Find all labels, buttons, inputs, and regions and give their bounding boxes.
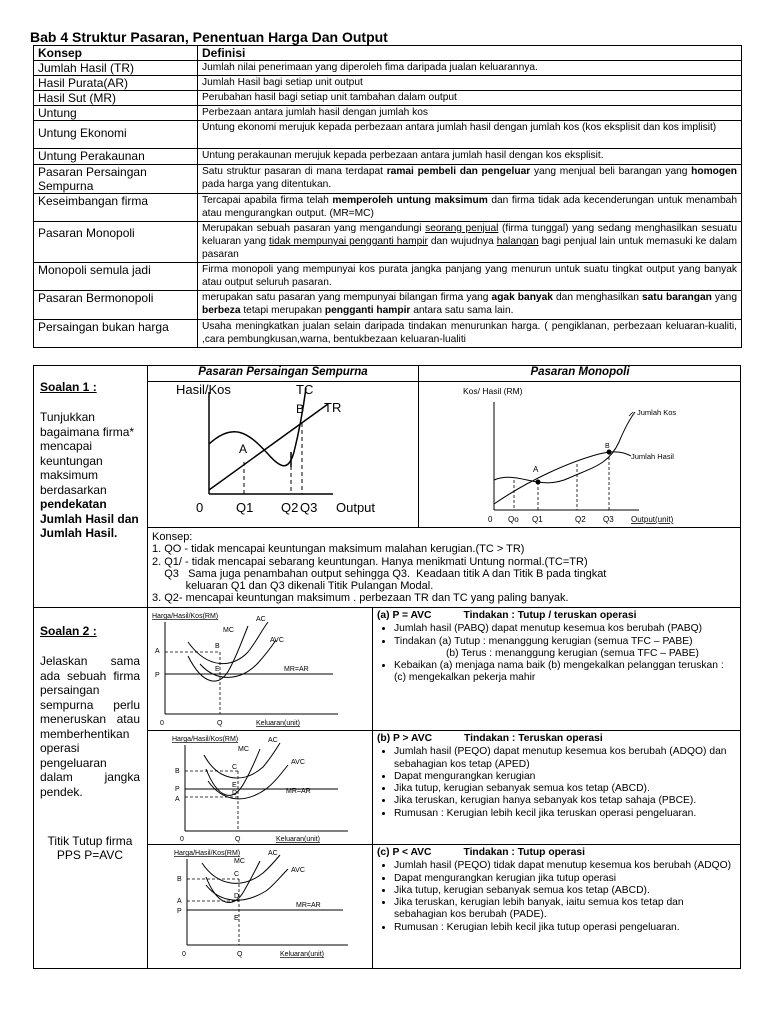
- graph2-point-b: B: [605, 443, 610, 450]
- section-c: [377, 847, 737, 934]
- table-row: [34, 121, 742, 149]
- graph-c-xlabel: Keluaran(unit): [280, 951, 324, 958]
- graph2-point-a: A: [533, 465, 539, 474]
- graph-b-label-d: D: [232, 790, 238, 797]
- graph-a-avc: AVC: [270, 637, 284, 644]
- graph-b-ac: AC: [268, 737, 278, 744]
- text-run: (firma tunggal) yang sedang menghasilkan sesuatu keluaran yang: [202, 223, 737, 247]
- list-item: • Jika tutup, kerugian sebanyak semua kos tetap (ABCD).: [394, 783, 737, 795]
- soalan2-divider-mid: [372, 607, 373, 969]
- graph-c-ylabel: Harga/Hasil/Kos(RM): [174, 850, 241, 857]
- konsep-line: Q3 Sama juga penambahan output sehingga Q3. Keadaan titik A dan Titik B pada tingkat: [152, 567, 607, 580]
- text-run: bagi penjual lain untuk memasuki ke dalam pasaran: [202, 236, 737, 260]
- graph-c-origin: 0: [182, 951, 186, 958]
- section-b-heading: [377, 733, 737, 745]
- definisi-cell: Usaha meningkatkan jualan selain daripada tindakan menurunkan harga. ( pengiklanan, perbezaan keluaran-kualiti, ,cara pembungkusan,warna, bentukbezaan keluaran-lualiti: [198, 320, 742, 348]
- graph2-ylabel: Kos/ Hasil (RM): [463, 386, 523, 396]
- tr-line: [209, 404, 328, 490]
- konsep-cell: Pasaran Monopoli: [34, 222, 198, 263]
- graph-a-label-a: A: [155, 648, 160, 655]
- graph2-tick-q1: Q1: [532, 515, 543, 524]
- graph-a-ylabel: Harga/Hasil/Kos(RM): [152, 613, 219, 620]
- table-row: [34, 91, 742, 106]
- graph-b-label-c: C: [232, 764, 238, 771]
- section-c-heading: [377, 847, 737, 859]
- bold-term: memperoleh untung maksimum: [332, 195, 488, 206]
- section-b-action: Tindakan : Teruskan operasi: [464, 733, 603, 744]
- text-run: Merupakan sebuah pasaran yang mengandungi: [202, 223, 426, 234]
- underlined-term: seorang penjual: [425, 223, 499, 234]
- header-konsep: Konsep: [34, 46, 198, 61]
- definisi-cell: Untung perakaunan merujuk kepada perbezaan antara jumlah hasil dengan kos eksplisit.: [198, 149, 742, 165]
- graph1-ylabel: Hasil/Kos: [176, 382, 231, 397]
- graph-a-q: Q: [217, 720, 223, 727]
- graph-b-avc: AVC: [291, 759, 305, 766]
- konsep-cell: Untung Perakaunan: [34, 149, 198, 165]
- table-row: [34, 320, 742, 348]
- graph-p-equals-avc: [148, 608, 372, 730]
- graph2-tick-q2: Q2: [575, 515, 586, 524]
- table-row: [34, 61, 742, 76]
- col1-header: Pasaran Persaingan Sempurna: [198, 366, 368, 378]
- table-row: [34, 165, 742, 194]
- list-item: • Kebaikan (a) menjaga nama baik (b) mengekalkan pelanggan teruskan : (c) mengekalkan pekerja mahir: [394, 660, 737, 685]
- definisi-cell: [198, 291, 742, 320]
- text-run: dan firma tidak ada kecenderungan untuk menambah atau mengurangkan output. (MR=MC): [202, 195, 737, 219]
- text-run: dan wujudnya: [427, 236, 497, 247]
- graph2-tc-label: Jumlah Kos: [637, 408, 677, 417]
- soalan2-heading: Soalan 2 :: [40, 624, 97, 638]
- graph-b-origin: 0: [180, 836, 184, 843]
- section-a: [377, 610, 737, 685]
- text-run: tetapi merupakan: [240, 305, 325, 316]
- section-b-list: [377, 746, 737, 820]
- list-item: • Rumusan : Kerugian lebih kecil jika tutup operasi pengeluaran.: [394, 922, 737, 934]
- konsep-line: 3. Q2- mencapai keuntungan maksimum . perbezaan TR dan TC yang paling banyak.: [152, 592, 569, 605]
- list-item: • Dapat mengurangkan kerugian: [394, 771, 737, 783]
- mc-curve: [206, 861, 260, 903]
- underlined-term: tidak mempunyai pengganti hampir: [269, 236, 428, 247]
- list-item: • Dapat mengurangkan kerugian jika tutup operasi: [394, 873, 737, 885]
- graph-a-label-b: B: [215, 643, 220, 650]
- text-run: Satu struktur pasaran di mana terdapat: [202, 166, 387, 177]
- graph1-origin: 0: [196, 500, 204, 515]
- table-row: [34, 194, 742, 222]
- graph-a-mc: MC: [223, 627, 234, 634]
- graph-c-label-c: C: [234, 871, 240, 878]
- graph-b-q: Q: [235, 836, 241, 843]
- graph-b-label-b: B: [175, 768, 180, 775]
- definisi-cell: Jumlah Hasil bagi setiap unit output: [198, 76, 742, 91]
- table-row: [34, 263, 742, 291]
- section-c-list: [377, 860, 737, 934]
- graph-a-ac: AC: [256, 616, 266, 623]
- graph1-xlabel: Output: [336, 500, 376, 515]
- bold-term: homogen: [691, 166, 738, 177]
- konsep-cell: Monopoli semula jadi: [34, 263, 198, 291]
- definisi-cell: Untung ekonomi merujuk kepada perbezaan antara jumlah hasil dengan jumlah kos (kos eksplisit dan kos implisit): [198, 121, 742, 149]
- soalan1-body-bold: pendekatan Jumlah Hasil dan Jumlah Hasil.: [40, 497, 139, 540]
- text-run: antara satu sama lain.: [410, 305, 514, 316]
- text-run: dan menghasilkan: [552, 292, 642, 303]
- titik-tutup: Titik Tutup firma PPS P=AVC: [47, 834, 133, 862]
- graph-c-mc: MC: [234, 858, 245, 865]
- definisi-cell: Perubahan hasil bagi setiap unit tambahan dalam output: [198, 91, 742, 106]
- graph-c-label-p: P: [177, 908, 182, 915]
- section-c-action: Tindakan : Tutup operasi: [463, 847, 585, 858]
- konsep-cell: Hasil Sut (MR): [34, 91, 198, 106]
- list-item: • Jumlah hasil (PABQ) dapat menutup kesemua kos berubah (PABQ): [394, 623, 737, 635]
- soalan1-body: [40, 410, 140, 541]
- konsep-cell: Pasaran Persaingan Sempurna: [34, 165, 198, 194]
- graph2-tr-label: Jumlah Hasil: [631, 452, 674, 461]
- graph-monopoli-tr-tc: [419, 382, 741, 526]
- definisi-cell: [198, 165, 742, 194]
- table-row: [34, 106, 742, 121]
- text-run: yang menjual beli barangan yang: [530, 166, 692, 177]
- graph2-origin: 0: [488, 515, 493, 524]
- graph-c-ac: AC: [268, 850, 278, 857]
- section-a-list: [377, 623, 737, 684]
- bold-term: pengganti hampir: [324, 305, 411, 316]
- konsep-cell: Untung Ekonomi: [34, 121, 198, 149]
- list-item-continuation: (b) Terus : menanggung kerugian (semua TFC – PABE): [446, 647, 699, 659]
- bold-term: ramai pembeli dan pengeluar: [386, 166, 531, 177]
- text-run: yang: [711, 292, 737, 303]
- bold-term: agak banyak: [491, 292, 553, 303]
- section-b: [377, 733, 737, 820]
- graph-pps-tr-tc: [148, 382, 418, 526]
- graph1-tick-q1: Q1: [236, 500, 254, 515]
- definisi-cell: Firma monopoli yang mempunyai kos purata jangka panjang yang menurun untuk suatu tingkat output yang banyak atau output seluruh pasaran.: [198, 263, 742, 291]
- list-item: • Rumusan : Kerugian lebih kecil jika teruskan operasi pengeluaran.: [394, 808, 737, 820]
- table-row: [34, 222, 742, 263]
- graph-c-label-a: A: [177, 898, 182, 905]
- konsep-cell: Keseimbangan firma: [34, 194, 198, 222]
- graph-b-label-e: E: [232, 782, 237, 789]
- graph-b-mc: MC: [238, 746, 249, 753]
- graph-b-ylabel: Harga/Hasil/Kos(RM): [172, 736, 239, 743]
- underlined-term: halangan: [496, 236, 539, 247]
- graph-a-origin: 0: [160, 720, 164, 727]
- konsep-block: [152, 531, 737, 605]
- graph-p-less-avc: [148, 845, 372, 968]
- konsep-cell: Pasaran Bermonopoli: [34, 291, 198, 320]
- graph-c-mr: MR=AR: [296, 902, 321, 909]
- graph1-tr-label: TR: [324, 400, 342, 415]
- soalan1-heading: Soalan 1 :: [40, 380, 97, 394]
- graph-b-label-a: A: [175, 796, 180, 803]
- graph1-tick-q2: Q2: [281, 500, 299, 515]
- header-definisi: Definisi: [198, 46, 742, 61]
- graph-p-greater-avc: [148, 731, 372, 844]
- graph-c-label-b: B: [177, 876, 182, 883]
- graph-c-q: Q: [237, 951, 243, 958]
- list-item: • Jika teruskan, kerugian lebih banyak, iaitu semua kos tetap dan sebahagian kos berubah (PADE).: [394, 897, 737, 922]
- graph1-point-b: B: [296, 402, 305, 416]
- graph-c-avc: AVC: [291, 867, 305, 874]
- graph2-tick-qo: Qo: [508, 515, 519, 524]
- avc-curve: [206, 869, 288, 900]
- section-c-condition: (c) P < AVC: [377, 847, 432, 858]
- list-item: • Jika tutup, kerugian sebanyak semua kos tetap (ABCD).: [394, 885, 737, 897]
- definisi-cell: Jumlah nilai penerimaan yang diperoleh fima daripada jualan keluarannya.: [198, 61, 742, 76]
- list-item: • Jumlah hasil (PEQO) tidak dapat menutup kesemua kos berubah (ADQO): [394, 860, 737, 872]
- definisi-cell: [198, 194, 742, 222]
- table-row: [34, 291, 742, 320]
- section-a-condition: (a) P = AVC: [377, 610, 432, 621]
- section-a-action: Tindakan : Tutup / teruskan operasi: [463, 610, 637, 621]
- soalan2-body: Jelaskan sama ada sebuah firma persaingan sempurna perlu meneruskan atau memberhentikan operasi pengeluaran dalam jangka pendek.: [40, 654, 140, 799]
- konsep-cell: Persaingan bukan harga: [34, 320, 198, 348]
- text-run: Tercapai apabila firma telah: [202, 195, 333, 206]
- konsep-line: 1. QO - tidak mencapai keuntungan maksimum malahan kerugian.(TC > TR): [152, 543, 525, 556]
- graph-a-label-e: E: [215, 666, 220, 673]
- section-b-condition: (b) P > AVC: [377, 733, 433, 744]
- graph-c-label-d: D: [234, 893, 240, 900]
- table-row: [34, 76, 742, 91]
- graph-a-label-p: P: [155, 672, 160, 679]
- avc-curve: [208, 765, 288, 799]
- graph2-xlabel: Output(unit): [631, 515, 674, 524]
- col2-header: Pasaran Monopoli: [530, 366, 630, 378]
- graph-c-label-e: E: [234, 915, 239, 922]
- graph-b-label-p: P: [175, 786, 180, 793]
- graph1-tc-label: TC: [296, 382, 314, 397]
- graph-b-mr: MR=AR: [286, 788, 311, 795]
- section-a-heading: [377, 610, 737, 622]
- bold-term: berbeza: [202, 305, 241, 316]
- concept-table: [33, 45, 742, 348]
- table-header-row: [34, 46, 742, 61]
- list-item: • Jumlah hasil (PEQO) dapat menutup kesemua kos berubah (ADQO) dan sebahagian kos tetap (APED): [394, 746, 737, 771]
- avc-curve: [200, 640, 276, 677]
- table-row: [34, 149, 742, 165]
- graph1-tick-q3: Q3: [300, 500, 318, 515]
- graph-a-xlabel: Keluaran(unit): [256, 720, 300, 727]
- graph2-tick-q3: Q3: [603, 515, 614, 524]
- graph-a-mr: MR=AR: [284, 666, 309, 673]
- list-item: • Jika teruskan, kerugian hanya sebanyak kos tetap sahaja (PBCE).: [394, 795, 737, 807]
- definisi-cell: Perbezaan antara jumlah hasil dengan jumlah kos: [198, 106, 742, 121]
- text-run: pada harga yang ditentukan.: [202, 179, 332, 190]
- tc-curve: [494, 412, 635, 483]
- page-title: Bab 4 Struktur Pasaran, Penentuan Harga Dan Output: [30, 29, 388, 45]
- konsep-title: Konsep:: [152, 531, 193, 543]
- text-run: merupakan satu pasaran yang mempunyai bilangan firma yang: [202, 292, 492, 303]
- definisi-cell: [198, 222, 742, 263]
- soalan1-konsep-line: [147, 527, 741, 528]
- konsep-cell: Hasil Purata(AR): [34, 76, 198, 91]
- list-item: • Tindakan (a) Tutup : menanggung kerugian (semua TFC – PABE): [394, 636, 737, 648]
- graph-b-xlabel: Keluaran(unit): [276, 836, 320, 843]
- graph1-point-a: A: [239, 442, 248, 456]
- konsep-line: 2. Q1/ - tidak mencapai sebarang keuntungan. Hanya menikmati Untung normal.(TC=TR): [152, 555, 588, 568]
- soalan1-body-text: Tunjukkan bagaimana firma* mencapai keuntungan maksimum berdasarkan: [40, 410, 135, 497]
- bold-term: satu barangan: [641, 292, 712, 303]
- konsep-line: keluaran Q1 dan Q3 dikenali Titik Pulangan Modal.: [152, 580, 434, 593]
- konsep-cell: Untung: [34, 106, 198, 121]
- konsep-cell: Jumlah Hasil (TR): [34, 61, 198, 76]
